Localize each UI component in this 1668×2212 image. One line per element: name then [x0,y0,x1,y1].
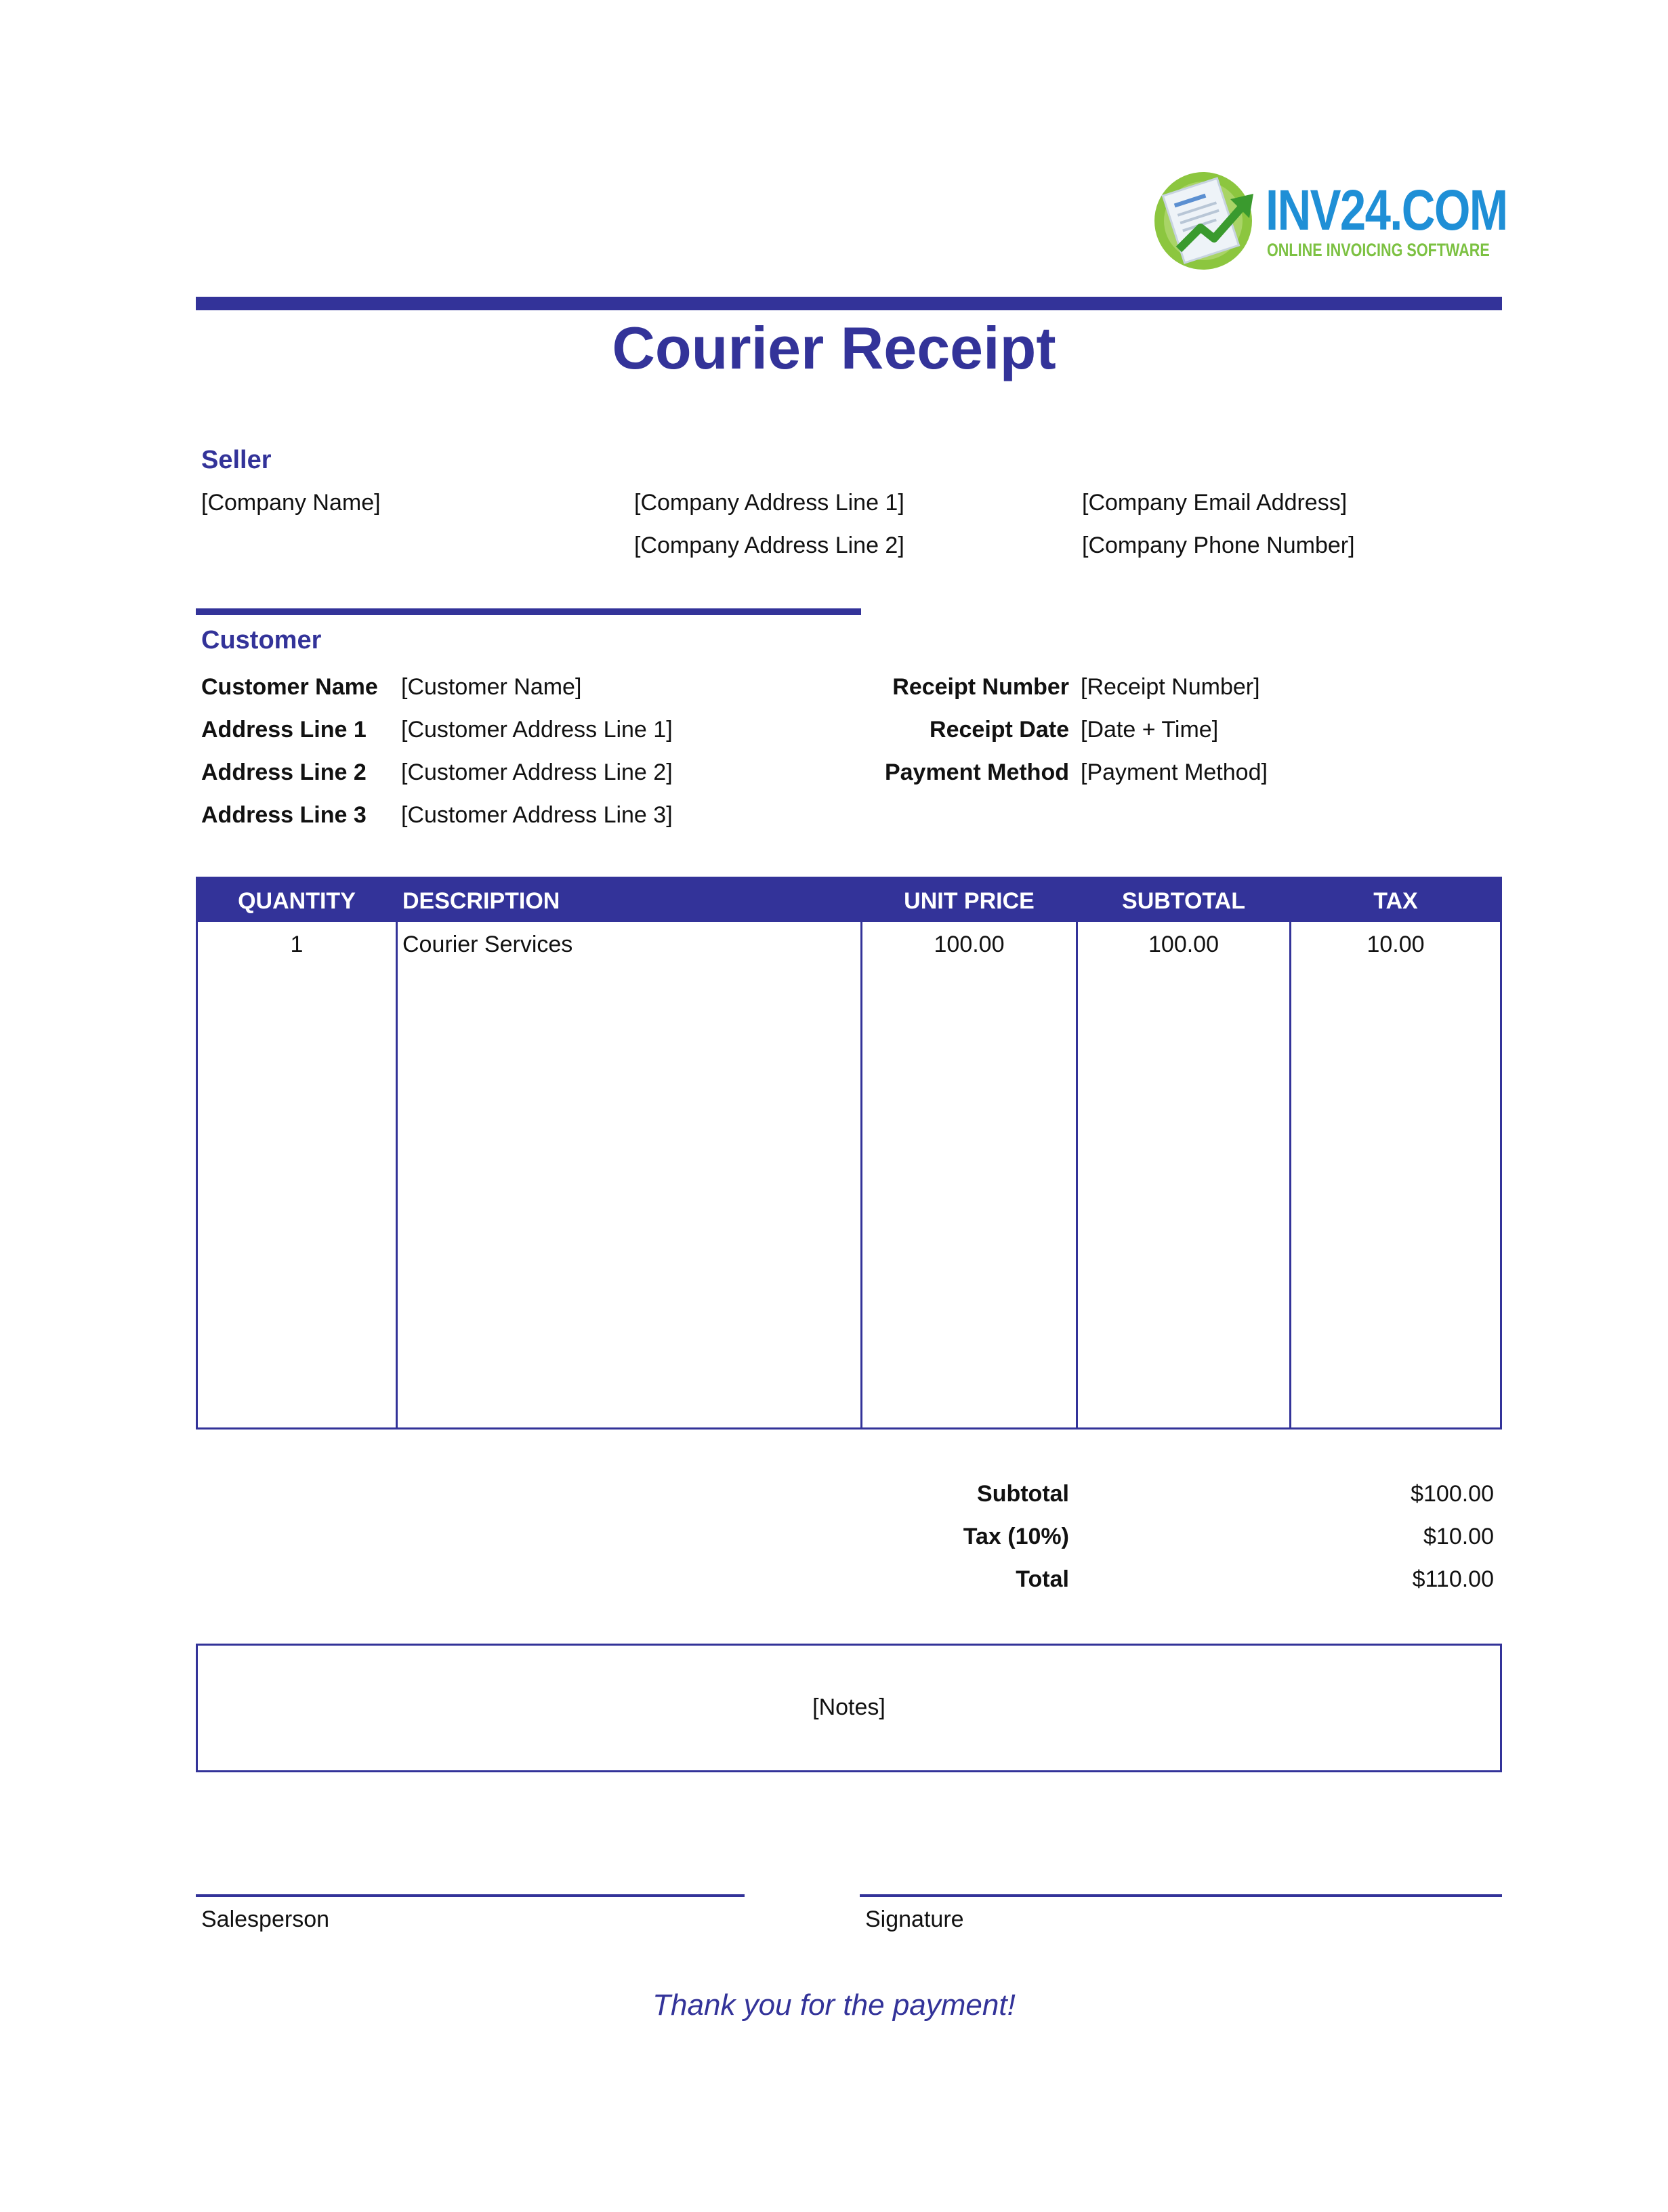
items-table [196,877,1502,1430]
customer-address-3-label: Address Line 3 [201,802,367,828]
column-divider [1076,922,1078,1427]
customer-address-1-value: [Customer Address Line 1] [401,717,673,743]
column-divider [396,922,398,1427]
column-divider [1289,922,1291,1427]
salesperson-label: Salesperson [201,1906,330,1932]
header-quantity: QUANTITY [238,888,356,914]
customer-heading: Customer [201,626,322,654]
header-unit-price: UNIT PRICE [904,888,1035,914]
document-with-rising-arrow-icon [1152,168,1260,270]
subtotal-value: $100.00 [1411,1481,1494,1507]
header-tax: TAX [1373,888,1418,914]
inv24-logo [1152,168,1507,270]
signature-line [860,1894,1502,1897]
receipt-number-value: [Receipt Number] [1081,674,1260,700]
thank-you-message: Thank you for the payment! [652,1988,1016,2022]
signature-label: Signature [865,1906,964,1932]
customer-name-label: Customer Name [201,674,378,700]
notes-box [196,1644,1502,1772]
title-rule [196,297,1502,310]
row-subtotal: 100.00 [1148,932,1219,957]
logo-tagline: ONLINE INVOICING SOFTWARE [1267,240,1490,260]
customer-address-2-label: Address Line 2 [201,759,367,785]
seller-company-name: [Company Name] [201,490,381,516]
salesperson-line [196,1894,745,1897]
customer-address-3-value: [Customer Address Line 3] [401,802,673,828]
payment-method-value: [Payment Method] [1081,759,1268,785]
header-subtotal: SUBTOTAL [1122,888,1245,914]
column-divider [860,922,862,1427]
tax-value: $10.00 [1423,1524,1494,1549]
row-quantity: 1 [290,932,304,957]
receipt-number-label: Receipt Number [892,674,1069,700]
seller-address-line-2: [Company Address Line 2] [634,533,904,558]
tax-label: Tax (10%) [963,1524,1069,1549]
row-description: Courier Services [402,932,573,957]
customer-rule [196,608,861,615]
row-unit-price: 100.00 [934,932,1005,957]
receipt-date-label: Receipt Date [930,717,1069,743]
page-title: Courier Receipt [612,314,1056,381]
logo-brand: INV24.COM [1266,178,1507,242]
total-value: $110.00 [1412,1566,1494,1592]
subtotal-label: Subtotal [977,1481,1069,1507]
seller-address-line-1: [Company Address Line 1] [634,490,904,516]
payment-method-label: Payment Method [884,759,1069,785]
row-tax: 10.00 [1367,932,1425,957]
receipt-date-value: [Date + Time] [1081,717,1219,743]
seller-email: [Company Email Address] [1082,490,1348,516]
notes-text: [Notes] [812,1694,885,1720]
total-label: Total [1016,1566,1069,1592]
customer-address-2-value: [Customer Address Line 2] [401,759,673,785]
customer-address-1-label: Address Line 1 [201,717,367,743]
customer-name-value: [Customer Name] [401,674,582,700]
seller-phone: [Company Phone Number] [1082,533,1355,558]
seller-heading: Seller [201,446,272,474]
header-description: DESCRIPTION [402,888,560,914]
